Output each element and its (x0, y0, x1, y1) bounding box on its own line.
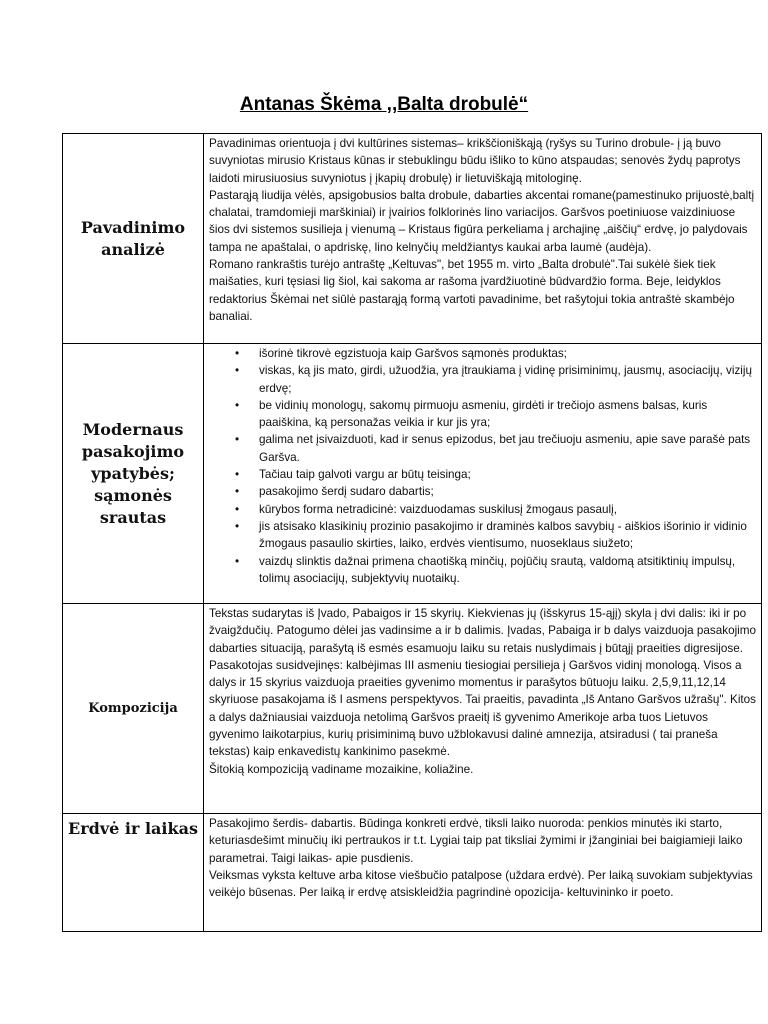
table-row (63, 814, 762, 932)
list-item: • Tačiau taip galvoti vargu ar būtų teisinga; (209, 466, 757, 483)
bullet-list (209, 345, 757, 587)
list-item: • pasakojimo šerdį sudaro dabartis; (209, 483, 757, 500)
row-content-pavadinimo-analize (204, 134, 762, 344)
paragraph: Romano rankraštis turėjo antraštę „Keltuvas", bet 1955 m. virto „Balta drobulė".Tai sukėlė šiek tiek maišaties, kuri tęsiasi lig šiol, kai sakoma ar rašoma įvardžiuotinė būdvardžio forma. Beje, leidyklos redaktorius Škėmai net siūlė pastarąją formą vartoti pavadinime, bet rašytojui tokia antraštė skambėjo banaliai. (209, 258, 735, 323)
row-content-modernaus-pasakojimo (204, 344, 762, 604)
list-item: • viskas, ką jis mato, girdi, užuodžia, yra įtraukiama į vidinę prisiminimų, jausmų, asociacijų, vizijų erdvę; (209, 362, 757, 397)
document-title: Antanas Škėma ,,Balta drobulė“ (239, 94, 529, 115)
row-label-modernaus-pasakojimo: Modernaus pasakojimo ypatybės; sąmonės srautas (63, 344, 204, 604)
paragraph: Pavadinimas orientuoja į dvi kultūrines sistemas– krikščioniškąją (ryšys su Turino drobule- į ją buvo suvyniotas mirusio Kristaus kūnas ir stebuklingu būdu išliko to kūno atspaudas; senovės žydų paprotys laidoti mirusiuosius suvyniotus į įkapių drobulę) ir lietuviškąją mitologinę. (209, 137, 741, 185)
row-label-erdve-ir-laikas: Erdvė ir laikas (63, 814, 204, 932)
row-label-kompozicija: Kompozicija (63, 604, 204, 814)
row-content-erdve-ir-laikas (204, 814, 762, 932)
list-item: • išorinė tikrovė egzistuoja kaip Garšvos sąmonės produktas; (209, 345, 757, 362)
table-row (63, 604, 762, 814)
paragraph: Pasakojimo šerdis- dabartis. Būdinga konkreti erdvė, tiksli laiko nuoroda: penkios minutės iki starto, keturiasdešimt minučių iki pertraukos ir t.t. Lygiai taip pat tiksliai žymimi ir įžanginiai bei baigiamieji laiko parametrai. Taigi laikas- apie pusdienis. (209, 817, 743, 865)
analysis-table (62, 133, 762, 932)
list-item: • kūrybos forma netradicinė: vaizduodamas suskilusį žmogaus pasaulį, (209, 501, 757, 518)
paragraph: Pastarąją liudija vėlės, apsigobusios balta drobule, dabarties akcentai romane(pamestinuko prijuostė,baltį chalatai, tramdomieji marškiniai) ir įvairios folklorinės lino variacijos. Garšvos poetiniuose vaizdiniuose šios dvi sistemos susilieja į vienumą – Kristaus figūra perkeliama į archajinę „aiščių“ erdvę, jo palydovais tampa ne apaštalai, o apdriskę, lino kelnyčių meldžiantys kaukai arba laumė (audėja). (209, 188, 755, 254)
paragraph: Pasakotojas susidvejinęs: kalbėjimas III asmeniu tiesiogiai persilieja į Garšvos vidinį monologą. Visos a dalys ir 15 skyrius vaizduoja praeities gyvenimo momentus ir parašytos būtuoju laiku. 2,5,9,11,12,14 skyriuose pasakojama iš I asmens perspektyvos. Tai praeitis, pavadinta „Iš Antano Garšvos užrašų". Kitos a dalys dažniausiai vaizduoja netolimą Garšvos praeitį iš gyvenimo Amerikoje arba tuos Lietuvos gyvenimo laikotarpius, kurių prisiminimą buvo užblokavusi dalinė amnezija, atsiradusi ( tai praneša tekstas) kaip enkavedistų kankinimo pasekmė. (209, 658, 757, 759)
paragraph: Šitokią kompoziciją vadiname mozaikine, koliažine. (209, 762, 474, 776)
list-item: • vaizdų slinktis dažnai primena chaotišką minčių, pojūčių srautą, valdomą atsitiktinių impulsų, tolimų asociacijų, subjektyvių nuotaikų. (209, 553, 757, 588)
row-label-pavadinimo-analize: Pavadinimo analizė (63, 134, 204, 344)
list-item: • jis atsisako klasikinių prozinio pasakojimo ir draminės kalbos savybių - aiškios išorinio ir vidinio žmogaus pasaulio skirties, laiko, erdvės vientisumo, nuoseklaus siužeto; (209, 518, 757, 553)
paragraph: Tekstas sudarytas iš Įvado, Pabaigos ir 15 skyrių. Kiekvienas jų (išskyrus 15-ąjį) skyla į dvi dalis: iki ir po žvaigždučių. Patogumo dėlei jas vadinsime a ir b dalimis. Įvadas, Pabaiga ir b dalys vaizduoja pasakojimo dabarties situaciją, parašytą iš esmės esamuoju laiku su retais nuslydimais į būtąjį praeities digresijose. (209, 607, 757, 655)
table-row (63, 134, 762, 344)
list-item: • be vidinių monologų, sakomų pirmuoju asmeniu, girdėti ir trečiojo asmens balsas, kuris paaiškina, ką personažas veikia ir kur jis yra; (209, 397, 757, 432)
paragraph: Veiksmas vyksta keltuve arba kitose viešbučio patalpose (uždara erdvė). Per laiką suvokiam subjektyvias veikėjo būsenas. Per laiką ir erdvę atsiskleidžia pagrindinė opozicija- keltuvininko ir poeto. (209, 868, 753, 900)
table-row (63, 344, 762, 604)
row-content-kompozicija (204, 604, 762, 814)
list-item: • galima net įsivaizduoti, kad ir senus epizodus, bet jau trečiuoju asmeniu, apie save parašė pats Garšva. (209, 431, 757, 466)
